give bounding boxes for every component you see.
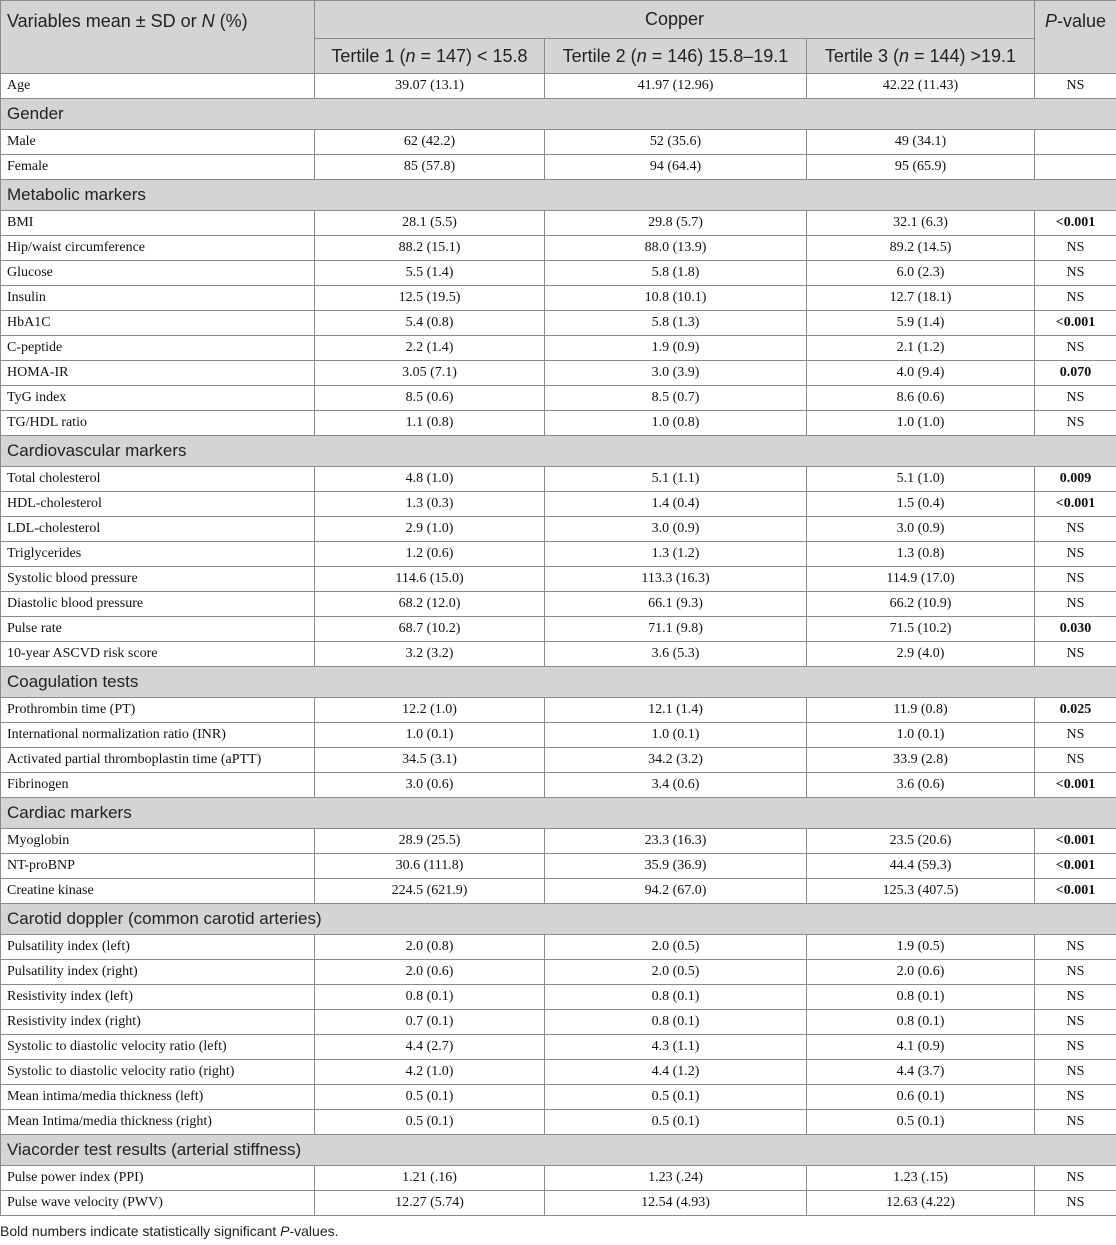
tertile-1-value: 68.7 (10.2) xyxy=(315,617,545,642)
section-header-row xyxy=(1,667,1116,698)
p-value: NS xyxy=(1035,960,1116,985)
tertile-3-value: 1.23 (.15) xyxy=(807,1166,1035,1191)
table-row xyxy=(1,261,1116,286)
tertile-2-value: 66.1 (9.3) xyxy=(545,592,807,617)
tertile-2-value: 3.4 (0.6) xyxy=(545,773,807,798)
tertile-1-value: 4.2 (1.0) xyxy=(315,1060,545,1085)
table-row xyxy=(1,1085,1116,1110)
tertile-1-value: 12.27 (5.74) xyxy=(315,1191,545,1216)
tertile-3-value: 42.22 (11.43) xyxy=(807,74,1035,99)
row-label: Hip/waist circumference xyxy=(1,236,315,261)
tertile-2-value: 1.0 (0.8) xyxy=(545,411,807,436)
p-value-header xyxy=(1035,1,1116,74)
tertile-3-header-pre: Tertile 3 ( xyxy=(824,45,899,66)
p-value: NS xyxy=(1035,567,1116,592)
tertile-2-value: 4.4 (1.2) xyxy=(545,1060,807,1085)
row-label: HOMA-IR xyxy=(1,361,315,386)
tertile-3-value: 3.0 (0.9) xyxy=(807,517,1035,542)
tertile-1-value: 12.2 (1.0) xyxy=(315,698,545,723)
tertile-2-value: 29.8 (5.7) xyxy=(545,211,807,236)
tertile-1-value: 85 (57.8) xyxy=(315,155,545,180)
p-value: NS xyxy=(1035,411,1116,436)
section-header-row xyxy=(1,798,1116,829)
row-label: Glucose xyxy=(1,261,315,286)
row-label: Systolic to diastolic velocity ratio (left) xyxy=(1,1035,315,1060)
row-label: Age xyxy=(1,74,315,99)
p-value: NS xyxy=(1035,1110,1116,1135)
tertile-3-value: 6.0 (2.3) xyxy=(807,261,1035,286)
table-row xyxy=(1,336,1116,361)
tertile-2-value: 1.23 (.24) xyxy=(545,1166,807,1191)
tertile-2-value: 1.4 (0.4) xyxy=(545,492,807,517)
tertile-1-value: 224.5 (621.9) xyxy=(315,879,545,904)
tertile-3-value: 44.4 (59.3) xyxy=(807,854,1035,879)
section-header-row xyxy=(1,1135,1116,1166)
p-value: NS xyxy=(1035,723,1116,748)
table-row xyxy=(1,617,1116,642)
p-value: NS xyxy=(1035,236,1116,261)
tertile-2-value: 1.3 (1.2) xyxy=(545,542,807,567)
tertile-1-value: 1.1 (0.8) xyxy=(315,411,545,436)
row-label: HDL-cholesterol xyxy=(1,492,315,517)
tertile-1-value: 5.4 (0.8) xyxy=(315,311,545,336)
table-row xyxy=(1,130,1116,155)
tertile-1-value: 1.2 (0.6) xyxy=(315,542,545,567)
row-label: Mean intima/media thickness (left) xyxy=(1,1085,315,1110)
tertile-3-value: 2.0 (0.6) xyxy=(807,960,1035,985)
tertile-1-header-pre: Tertile 1 ( xyxy=(331,45,406,66)
tertile-3-value: 5.1 (1.0) xyxy=(807,467,1035,492)
row-label: Pulse power index (PPI) xyxy=(1,1166,315,1191)
row-label: Pulsatility index (left) xyxy=(1,935,315,960)
p-value: NS xyxy=(1035,336,1116,361)
tertile-3-value: 32.1 (6.3) xyxy=(807,211,1035,236)
table-row xyxy=(1,854,1116,879)
tertile-2-value: 0.5 (0.1) xyxy=(545,1085,807,1110)
table-row xyxy=(1,386,1116,411)
tertile-3-value: 2.1 (1.2) xyxy=(807,336,1035,361)
tertile-3-value: 95 (65.9) xyxy=(807,155,1035,180)
p-value: 0.030 xyxy=(1035,617,1116,642)
tertile-3-value: 1.3 (0.8) xyxy=(807,542,1035,567)
table-row xyxy=(1,155,1116,180)
table-row xyxy=(1,773,1116,798)
p-value: NS xyxy=(1035,642,1116,667)
p-value: NS xyxy=(1035,592,1116,617)
tertile-1-value: 30.6 (111.8) xyxy=(315,854,545,879)
table-row xyxy=(1,829,1116,854)
p-value: NS xyxy=(1035,1166,1116,1191)
tertile-2-value: 8.5 (0.7) xyxy=(545,386,807,411)
tertile-3-value: 33.9 (2.8) xyxy=(807,748,1035,773)
p-value: NS xyxy=(1035,1191,1116,1216)
tertile-1-value: 5.5 (1.4) xyxy=(315,261,545,286)
table-row xyxy=(1,311,1116,336)
variables-header-text: Variables mean ± SD or xyxy=(7,11,202,31)
section-label: Cardiac markers xyxy=(1,798,1116,829)
row-label: Prothrombin time (PT) xyxy=(1,698,315,723)
p-value: 0.009 xyxy=(1035,467,1116,492)
p-value: NS xyxy=(1035,1085,1116,1110)
tertile-1-value: 0.7 (0.1) xyxy=(315,1010,545,1035)
tertile-1-value: 28.9 (25.5) xyxy=(315,829,545,854)
tertile-3-value: 4.0 (9.4) xyxy=(807,361,1035,386)
tertile-1-value: 68.2 (12.0) xyxy=(315,592,545,617)
row-label: TyG index xyxy=(1,386,315,411)
tertile-1-value: 3.2 (3.2) xyxy=(315,642,545,667)
section-header-row xyxy=(1,904,1116,935)
row-label: Male xyxy=(1,130,315,155)
tertile-2-value: 2.0 (0.5) xyxy=(545,935,807,960)
p-value: NS xyxy=(1035,286,1116,311)
footnote-p: P xyxy=(280,1223,290,1239)
tertile-1-value: 28.1 (5.5) xyxy=(315,211,545,236)
tertile-3-value: 1.9 (0.5) xyxy=(807,935,1035,960)
tertile-2-value: 1.0 (0.1) xyxy=(545,723,807,748)
variables-header-suffix: (%) xyxy=(214,11,248,31)
tertile-2-value: 12.1 (1.4) xyxy=(545,698,807,723)
tertile-2-value: 94 (64.4) xyxy=(545,155,807,180)
tertile-2-value: 0.5 (0.1) xyxy=(545,1110,807,1135)
footnote-suffix: -values. xyxy=(289,1223,339,1239)
section-label: Cardiovascular markers xyxy=(1,436,1116,467)
tertile-1-value: 4.8 (1.0) xyxy=(315,467,545,492)
tertile-3-value: 49 (34.1) xyxy=(807,130,1035,155)
table-row xyxy=(1,211,1116,236)
row-label: Activated partial thromboplastin time (aPTT) xyxy=(1,748,315,773)
table-row xyxy=(1,1191,1116,1216)
tertile-2-value: 3.6 (5.3) xyxy=(545,642,807,667)
tertile-2-value: 4.3 (1.1) xyxy=(545,1035,807,1060)
table-row xyxy=(1,467,1116,492)
p-value: NS xyxy=(1035,542,1116,567)
table-row xyxy=(1,1166,1116,1191)
variables-header xyxy=(1,1,315,74)
tertile-1-header-n: n xyxy=(405,45,416,66)
table-row xyxy=(1,286,1116,311)
p-value xyxy=(1035,130,1116,155)
tertile-1-value: 12.5 (19.5) xyxy=(315,286,545,311)
row-label: Fibrinogen xyxy=(1,773,315,798)
tertile-1-value: 39.07 (13.1) xyxy=(315,74,545,99)
row-label: Systolic blood pressure xyxy=(1,567,315,592)
row-label: Systolic to diastolic velocity ratio (right) xyxy=(1,1060,315,1085)
table-row xyxy=(1,985,1116,1010)
tertile-3-value: 1.0 (1.0) xyxy=(807,411,1035,436)
tertile-3-value: 12.63 (4.22) xyxy=(807,1191,1035,1216)
tertile-2-value: 52 (35.6) xyxy=(545,130,807,155)
p-value: NS xyxy=(1035,1035,1116,1060)
tertile-2-value: 5.8 (1.8) xyxy=(545,261,807,286)
tertile-2-value: 10.8 (10.1) xyxy=(545,286,807,311)
tertile-2-value: 94.2 (67.0) xyxy=(545,879,807,904)
tertile-1-value: 1.0 (0.1) xyxy=(315,723,545,748)
tertile-2-value: 88.0 (13.9) xyxy=(545,236,807,261)
tertile-2-value: 3.0 (0.9) xyxy=(545,517,807,542)
tertile-2-value: 1.9 (0.9) xyxy=(545,336,807,361)
tertile-2-value: 3.0 (3.9) xyxy=(545,361,807,386)
section-label: Carotid doppler (common carotid arteries) xyxy=(1,904,1116,935)
p-value: NS xyxy=(1035,1010,1116,1035)
tertile-1-value: 2.9 (1.0) xyxy=(315,517,545,542)
tertile-3-value: 2.9 (4.0) xyxy=(807,642,1035,667)
tertile-3-value: 12.7 (18.1) xyxy=(807,286,1035,311)
tertile-2-value: 41.97 (12.96) xyxy=(545,74,807,99)
tertile-3-value: 0.5 (0.1) xyxy=(807,1110,1035,1135)
tertile-2-value: 12.54 (4.93) xyxy=(545,1191,807,1216)
table-body xyxy=(1,74,1116,1216)
p-value: NS xyxy=(1035,517,1116,542)
row-label: Diastolic blood pressure xyxy=(1,592,315,617)
tertile-2-value: 71.1 (9.8) xyxy=(545,617,807,642)
table-row xyxy=(1,592,1116,617)
table-row xyxy=(1,935,1116,960)
tertile-3-value: 11.9 (0.8) xyxy=(807,698,1035,723)
table-row xyxy=(1,960,1116,985)
tertile-3-header-n: n xyxy=(898,45,909,66)
tertile-3-value: 4.1 (0.9) xyxy=(807,1035,1035,1060)
table-row xyxy=(1,642,1116,667)
tertile-3-value: 8.6 (0.6) xyxy=(807,386,1035,411)
p-value-header-rest: -value xyxy=(1056,11,1107,31)
p-value: NS xyxy=(1035,386,1116,411)
p-value: <0.001 xyxy=(1035,879,1116,904)
tertile-2-value: 2.0 (0.5) xyxy=(545,960,807,985)
tertile-3-value: 71.5 (10.2) xyxy=(807,617,1035,642)
tertile-1-header-post: = 147) < 15.8 xyxy=(415,45,528,66)
p-value: 0.070 xyxy=(1035,361,1116,386)
table-row xyxy=(1,1110,1116,1135)
section-header-row xyxy=(1,99,1116,130)
table-row xyxy=(1,517,1116,542)
table-row xyxy=(1,361,1116,386)
tertile-2-value: 35.9 (36.9) xyxy=(545,854,807,879)
table-row xyxy=(1,1010,1116,1035)
tertile-1-value: 3.05 (7.1) xyxy=(315,361,545,386)
tertile-3-value: 1.5 (0.4) xyxy=(807,492,1035,517)
tertile-3-value: 0.8 (0.1) xyxy=(807,1010,1035,1035)
tertile-1-value: 1.3 (0.3) xyxy=(315,492,545,517)
tertile-3-value: 0.8 (0.1) xyxy=(807,985,1035,1010)
table-row xyxy=(1,879,1116,904)
row-label: Pulse rate xyxy=(1,617,315,642)
row-label: LDL-cholesterol xyxy=(1,517,315,542)
p-value xyxy=(1035,155,1116,180)
section-label: Gender xyxy=(1,99,1116,130)
table-row xyxy=(1,748,1116,773)
row-label: Female xyxy=(1,155,315,180)
tertile-2-header-n: n xyxy=(636,45,647,66)
row-label: Resistivity index (left) xyxy=(1,985,315,1010)
tertile-2-value: 0.8 (0.1) xyxy=(545,1010,807,1035)
p-value: NS xyxy=(1035,74,1116,99)
variables-header-n: N xyxy=(201,11,215,31)
tertile-1-value: 2.2 (1.4) xyxy=(315,336,545,361)
section-label: Coagulation tests xyxy=(1,667,1116,698)
p-value: 0.025 xyxy=(1035,698,1116,723)
tertile-3-value: 23.5 (20.6) xyxy=(807,829,1035,854)
table-row xyxy=(1,542,1116,567)
tertile-1-value: 0.8 (0.1) xyxy=(315,985,545,1010)
table-row xyxy=(1,698,1116,723)
p-value: <0.001 xyxy=(1035,829,1116,854)
tertile-3-value: 3.6 (0.6) xyxy=(807,773,1035,798)
tertile-3-value: 4.4 (3.7) xyxy=(807,1060,1035,1085)
tertile-3-value: 1.0 (0.1) xyxy=(807,723,1035,748)
tertile-3-header xyxy=(807,39,1035,74)
table-row xyxy=(1,723,1116,748)
row-label: Insulin xyxy=(1,286,315,311)
copper-group-header: Copper xyxy=(315,1,1035,39)
row-label: Mean Intima/media thickness (right) xyxy=(1,1110,315,1135)
row-label: HbA1C xyxy=(1,311,315,336)
table-row xyxy=(1,236,1116,261)
tertile-2-header-pre: Tertile 2 ( xyxy=(562,45,637,66)
tertile-1-value: 0.5 (0.1) xyxy=(315,1085,545,1110)
row-label: C-peptide xyxy=(1,336,315,361)
row-label: 10-year ASCVD risk score xyxy=(1,642,315,667)
p-value: NS xyxy=(1035,261,1116,286)
tertile-1-header xyxy=(315,39,545,74)
p-value: <0.001 xyxy=(1035,854,1116,879)
tertile-1-value: 8.5 (0.6) xyxy=(315,386,545,411)
row-label: Resistivity index (right) xyxy=(1,1010,315,1035)
table-row xyxy=(1,74,1116,99)
tertile-2-value: 113.3 (16.3) xyxy=(545,567,807,592)
section-header-row xyxy=(1,180,1116,211)
row-label: Pulsatility index (right) xyxy=(1,960,315,985)
p-value: <0.001 xyxy=(1035,492,1116,517)
p-value-header-p: P xyxy=(1044,11,1057,31)
row-label: Triglycerides xyxy=(1,542,315,567)
tertile-3-value: 125.3 (407.5) xyxy=(807,879,1035,904)
row-label: NT-proBNP xyxy=(1,854,315,879)
tertile-1-value: 0.5 (0.1) xyxy=(315,1110,545,1135)
row-label: Pulse wave velocity (PWV) xyxy=(1,1191,315,1216)
row-label: Creatine kinase xyxy=(1,879,315,904)
tertile-2-header xyxy=(545,39,807,74)
table-row xyxy=(1,1035,1116,1060)
tertile-2-value: 5.1 (1.1) xyxy=(545,467,807,492)
tertile-1-value: 3.0 (0.6) xyxy=(315,773,545,798)
tertile-2-header-post: = 146) 15.8–19.1 xyxy=(646,45,789,66)
p-value: <0.001 xyxy=(1035,773,1116,798)
table-footnote xyxy=(0,1223,1116,1239)
tertile-1-value: 62 (42.2) xyxy=(315,130,545,155)
section-label: Metabolic markers xyxy=(1,180,1116,211)
row-label: International normalization ratio (INR) xyxy=(1,723,315,748)
p-value: <0.001 xyxy=(1035,311,1116,336)
table-row xyxy=(1,492,1116,517)
tertile-3-value: 114.9 (17.0) xyxy=(807,567,1035,592)
p-value: NS xyxy=(1035,985,1116,1010)
tertile-3-value: 5.9 (1.4) xyxy=(807,311,1035,336)
p-value: NS xyxy=(1035,935,1116,960)
tertile-2-value: 5.8 (1.3) xyxy=(545,311,807,336)
tertile-1-value: 34.5 (3.1) xyxy=(315,748,545,773)
p-value: NS xyxy=(1035,748,1116,773)
tertile-3-value: 66.2 (10.9) xyxy=(807,592,1035,617)
footnote-text: Bold numbers indicate statistically significant xyxy=(0,1223,281,1239)
tertile-1-value: 2.0 (0.8) xyxy=(315,935,545,960)
p-value: NS xyxy=(1035,1060,1116,1085)
tertile-2-value: 23.3 (16.3) xyxy=(545,829,807,854)
tertile-3-value: 0.6 (0.1) xyxy=(807,1085,1035,1110)
row-label: BMI xyxy=(1,211,315,236)
section-label: Viacorder test results (arterial stiffness) xyxy=(1,1135,1116,1166)
tertile-1-value: 1.21 (.16) xyxy=(315,1166,545,1191)
row-label: Total cholesterol xyxy=(1,467,315,492)
tertile-1-value: 114.6 (15.0) xyxy=(315,567,545,592)
tertile-3-header-post: = 144) >19.1 xyxy=(908,45,1017,66)
tertile-1-value: 88.2 (15.1) xyxy=(315,236,545,261)
p-value: <0.001 xyxy=(1035,211,1116,236)
section-header-row xyxy=(1,436,1116,467)
table-row xyxy=(1,1060,1116,1085)
table-header xyxy=(1,1,1116,74)
table-row xyxy=(1,411,1116,436)
row-label: Myoglobin xyxy=(1,829,315,854)
tertile-3-value: 89.2 (14.5) xyxy=(807,236,1035,261)
table-row xyxy=(1,567,1116,592)
tertile-1-value: 4.4 (2.7) xyxy=(315,1035,545,1060)
tertile-1-value: 2.0 (0.6) xyxy=(315,960,545,985)
tertile-2-value: 0.8 (0.1) xyxy=(545,985,807,1010)
tertile-2-value: 34.2 (3.2) xyxy=(545,748,807,773)
row-label: TG/HDL ratio xyxy=(1,411,315,436)
